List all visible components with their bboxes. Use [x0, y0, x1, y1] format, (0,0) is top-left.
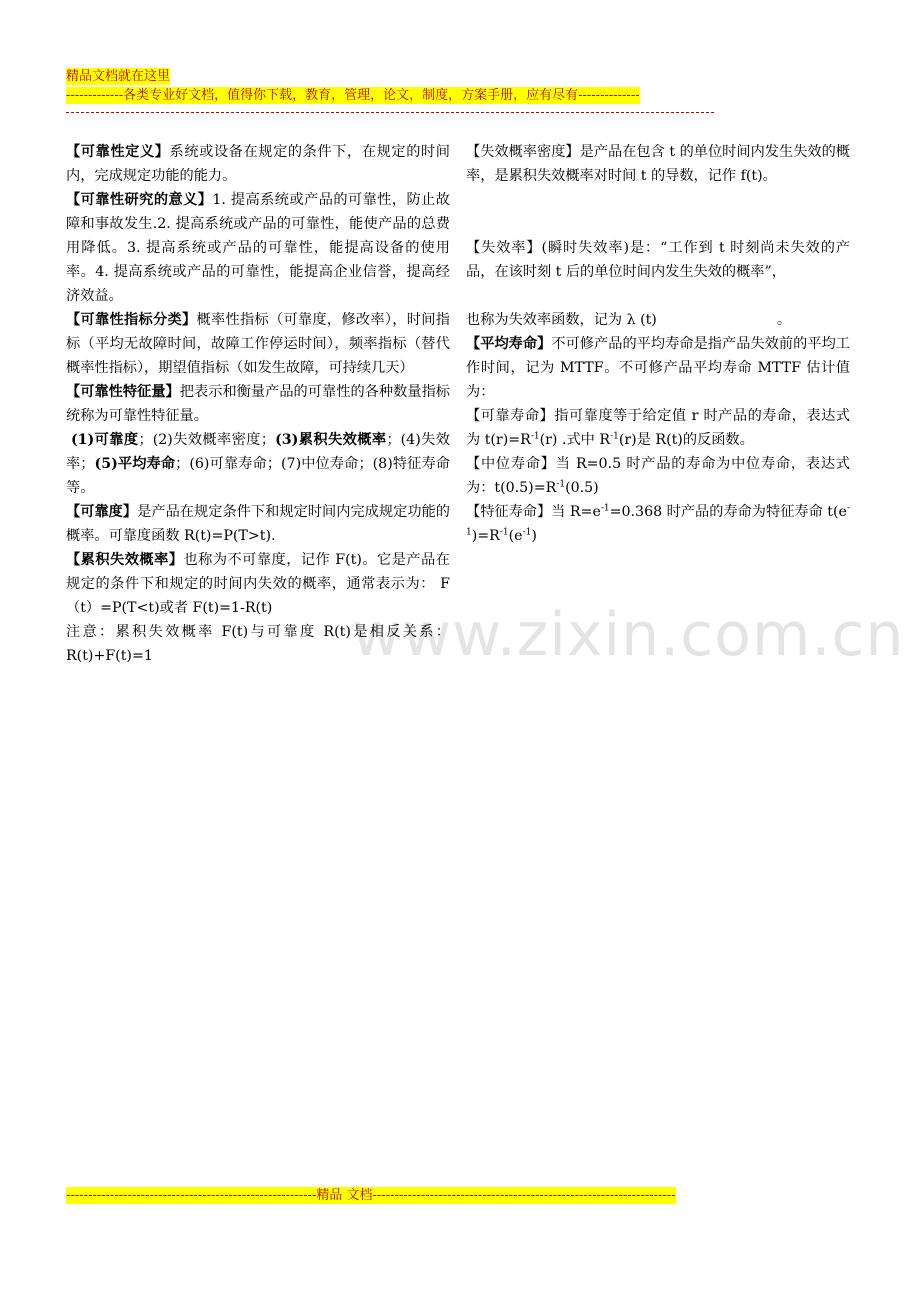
- paragraph-median-life: [466, 452, 850, 500]
- paragraph-reliability-definition: [66, 140, 450, 188]
- blank-gap: [466, 188, 850, 236]
- superscript: -1: [522, 527, 532, 538]
- superscript: -1: [600, 503, 610, 514]
- term-title: 【可靠度】: [66, 504, 138, 520]
- superscript: -1: [530, 431, 540, 442]
- term-text: =0.368 时产品的寿命为特征寿命 t(e: [609, 504, 847, 520]
- paragraph-reliability: [66, 500, 450, 548]
- list-item: ；(2)失效概率密度；: [138, 432, 276, 448]
- term-text: (r)是 R(t)的反函数。: [618, 432, 754, 448]
- term-text: 【可靠寿命】指可靠度等于给定值 r 时产品的寿命，表达式为 t(r)=R: [466, 408, 850, 448]
- paragraph-failure-rate: [466, 236, 850, 284]
- term-title: 【平均寿命】: [466, 336, 552, 352]
- paragraph-reliable-life: [466, 404, 850, 452]
- list-item-bold: (5)平均寿命: [94, 456, 176, 472]
- term-text: 【失效率】(瞬时失效率)是：“工作到 t 时刻尚未失效的产品，在该时刻 t 后的单位时间内发生失效的概率”，: [466, 240, 850, 280]
- superscript: -1: [466, 503, 850, 538]
- term-text: 也称为失效率函数，记为 λ (t): [466, 312, 657, 328]
- superscript: -1: [556, 479, 566, 490]
- header-title: 精品文档就在这里: [66, 69, 171, 84]
- term-text: 。: [776, 312, 792, 328]
- term-text: )=R: [471, 528, 500, 544]
- term-text: 【中位寿命】当 R=0.5 时产品的寿命为中位寿命，表达式为：t(0.5)=R: [466, 456, 850, 496]
- term-text: 【特征寿命】当 R=e: [466, 504, 601, 520]
- term-text: 系统或设备在规定的条件下，在规定的时间内，完成规定功能的能力。: [66, 144, 450, 184]
- paragraph-quantity-list: [66, 428, 450, 500]
- term-text: 概率性指标（可靠度，修改率），时间指标（平均无故障时间，故障工作停运时间），频率指标（替代概率性指标），期望值指标（如发生故障，可持续几天）: [66, 312, 450, 376]
- list-item-bold: (1)可靠度: [70, 432, 139, 448]
- list-item-bold: (3)累积失效概率: [275, 432, 387, 448]
- term-text: 把表示和衡量产品的可靠性的各种数量指标统称为可靠性特征量。: [66, 384, 450, 424]
- note-text: 注意：累积失效概率 F(t)与可靠度 R(t)是相反关系：R(t)+F(t)=1: [66, 624, 450, 664]
- right-column: [466, 140, 850, 548]
- term-text: 也称为不可靠度，记作 F(t)。它是产品在规定的条件下和规定的时间内失效的概率，通常表示为： F（t）=P(T<t)或者 F(t)=1-R(t): [66, 552, 450, 616]
- paragraph-mean-life: [466, 332, 850, 404]
- superscript: -1: [610, 431, 619, 442]
- paragraph-cumulative-failure: [66, 548, 450, 620]
- term-title: 【累积失效概率】: [66, 552, 184, 568]
- term-text: 是产品在规定条件下和规定时间内完成规定功能的概率。可靠度函数 R(t)=P(T>t).: [66, 504, 450, 544]
- term-text: 1. 提高系统或产品的可靠性，防止故障和事故发生.2. 提高系统或产品的可靠性，能使产品的总费用降低。3. 提高系统或产品的可靠性，能提高设备的使用率。4. 提高系统或产品的可靠性，能提高企业信誉，提高经济效益。: [66, 192, 450, 304]
- term-text: ): [531, 528, 537, 544]
- paragraph-research-significance: [66, 188, 450, 308]
- paragraph-failure-rate-function: [466, 308, 850, 332]
- paragraph-characteristic-life: [466, 500, 850, 548]
- term-title: 【可靠性指标分类】: [66, 312, 197, 328]
- term-text: (0.5): [565, 480, 599, 496]
- term-text: 【失效概率密度】是产品在包含 t 的单位时间内发生失效的概率，是累积失效概率对时间 t 的导数，记作 f(t)。: [466, 144, 850, 184]
- header-divider: [66, 112, 714, 113]
- paragraph-failure-density: [466, 140, 850, 188]
- list-item: ；(6)可靠寿命；(7)中位寿命；(8)特征寿命等。: [66, 456, 450, 496]
- paragraph-index-classification: [66, 308, 450, 380]
- paragraph-note: [66, 620, 450, 668]
- term-text: (r) .式中 R: [539, 432, 611, 448]
- term-text: (e: [508, 528, 523, 544]
- term-title: 【可靠性特征量】: [66, 384, 180, 400]
- list-item: ；(4)失效率；: [66, 432, 450, 472]
- left-column: [66, 140, 450, 668]
- watermark: www.zixin.com.cn: [352, 600, 905, 670]
- header-slogan: -------------各类专业好文档，值得你下载，教育，管理，论文，制度，方案手册，应有尽有--------------: [66, 88, 640, 103]
- term-text: 不可修产品的平均寿命是指产品失效前的平均工作时间，记为 MTTF。不可修产品平均寿命 MTTF 估计值为：: [466, 336, 850, 400]
- superscript: -1: [499, 527, 509, 538]
- paragraph-characteristic-quantity: [66, 380, 450, 428]
- term-title: 【可靠性定义】: [66, 144, 170, 160]
- footer-banner: ---------------------------------------------------------精品 文档---------------------------------------------------------------------: [66, 1188, 676, 1203]
- blank-gap: [466, 284, 850, 308]
- term-title: 【可靠性研究的意义】: [66, 192, 213, 208]
